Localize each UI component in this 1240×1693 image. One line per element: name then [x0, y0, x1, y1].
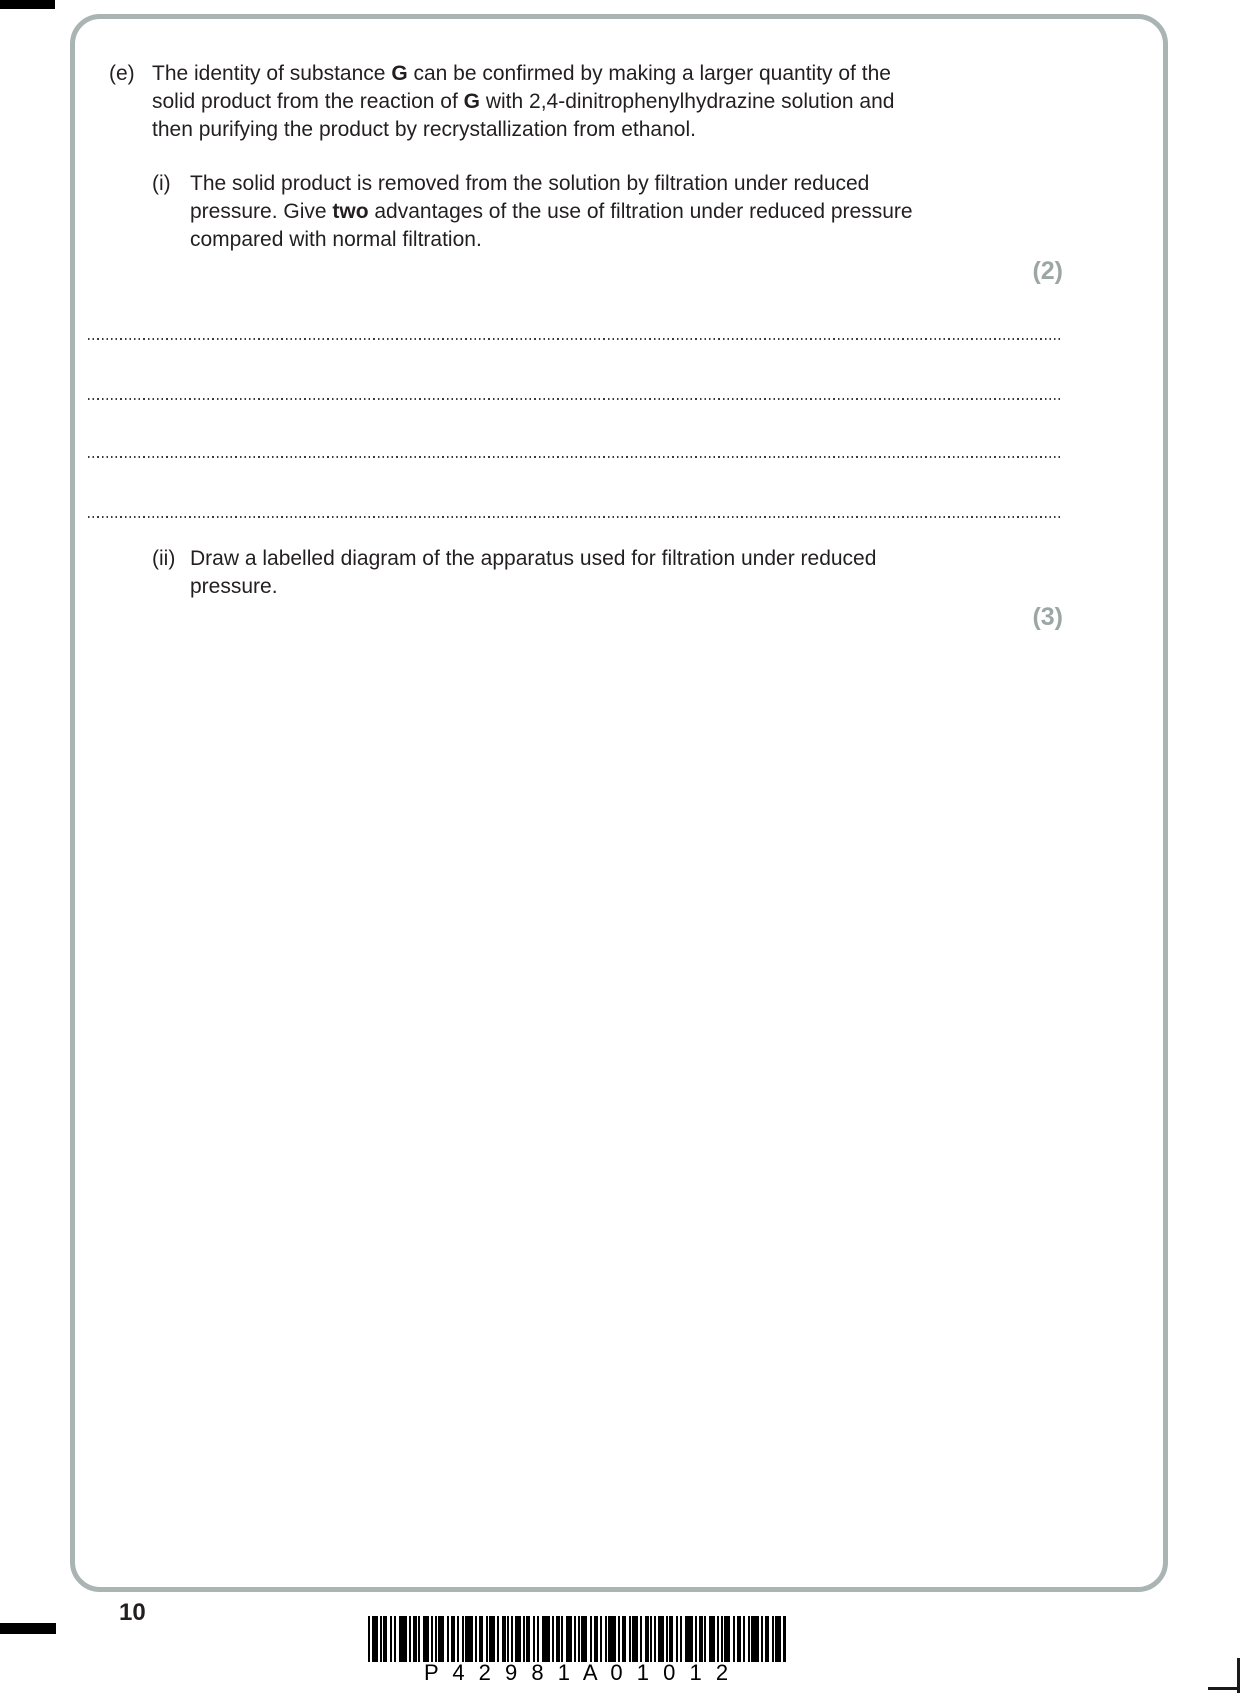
barcode-text: P 4 2 9 8 1 A 0 1 0 1 2 [423, 1660, 733, 1685]
question-e-i-label: (i) [152, 172, 171, 195]
text-segment: The identity of substance [152, 62, 392, 85]
question-e-i-text [190, 170, 913, 254]
barcode-bars [368, 1616, 788, 1662]
text-line [152, 88, 894, 116]
question-e-ii [152, 545, 876, 601]
text-segment: then purifying the product by recrystallization from ethanol. [152, 118, 696, 141]
answer-line-2 [88, 397, 1063, 400]
bottom-right-crop-mark-horizontal [1208, 1687, 1240, 1690]
question-e-ii-text [190, 545, 876, 601]
text-line [190, 226, 913, 254]
text-segment: pressure. [190, 575, 278, 598]
marks-label-3: (3) [1032, 603, 1063, 631]
text-segment: pressure. Give [190, 200, 333, 223]
text-segment: compared with normal filtration. [190, 228, 482, 251]
text-line [152, 116, 894, 144]
question-e [109, 60, 894, 144]
answer-line-4 [88, 515, 1063, 518]
text-line [190, 170, 913, 198]
text-segment: The solid product is removed from the solution by filtration under reduced [190, 172, 870, 195]
text-line [152, 60, 894, 88]
text-segment: Draw a labelled diagram of the apparatus used for filtration under reduced [190, 547, 877, 570]
question-e-text [152, 60, 894, 144]
question-e-ii-label: (ii) [152, 547, 176, 570]
bottom-left-printer-mark [0, 1623, 56, 1634]
text-segment: advantages of the use of filtration under reduced pressure [368, 200, 913, 223]
answer-line-1 [88, 337, 1063, 340]
text-segment: can be confirmed by making a larger quantity of the [407, 62, 891, 85]
text-segment-bold: two [332, 200, 369, 223]
page-number: 10 [119, 1599, 146, 1626]
answer-line-3 [88, 455, 1063, 458]
text-segment-bold: G [463, 90, 481, 113]
text-segment: solid product from the reaction of [152, 90, 464, 113]
top-left-printer-mark [0, 0, 55, 9]
text-segment: with 2,4-dinitrophenylhydrazine solution and [480, 90, 895, 113]
text-segment-bold: G [391, 62, 408, 85]
text-line [190, 573, 876, 601]
text-line [190, 198, 913, 226]
question-e-label: (e) [109, 62, 135, 85]
barcode [368, 1616, 788, 1686]
question-e-i [152, 170, 913, 254]
text-line [190, 545, 876, 573]
marks-label-2: (2) [1032, 257, 1063, 285]
